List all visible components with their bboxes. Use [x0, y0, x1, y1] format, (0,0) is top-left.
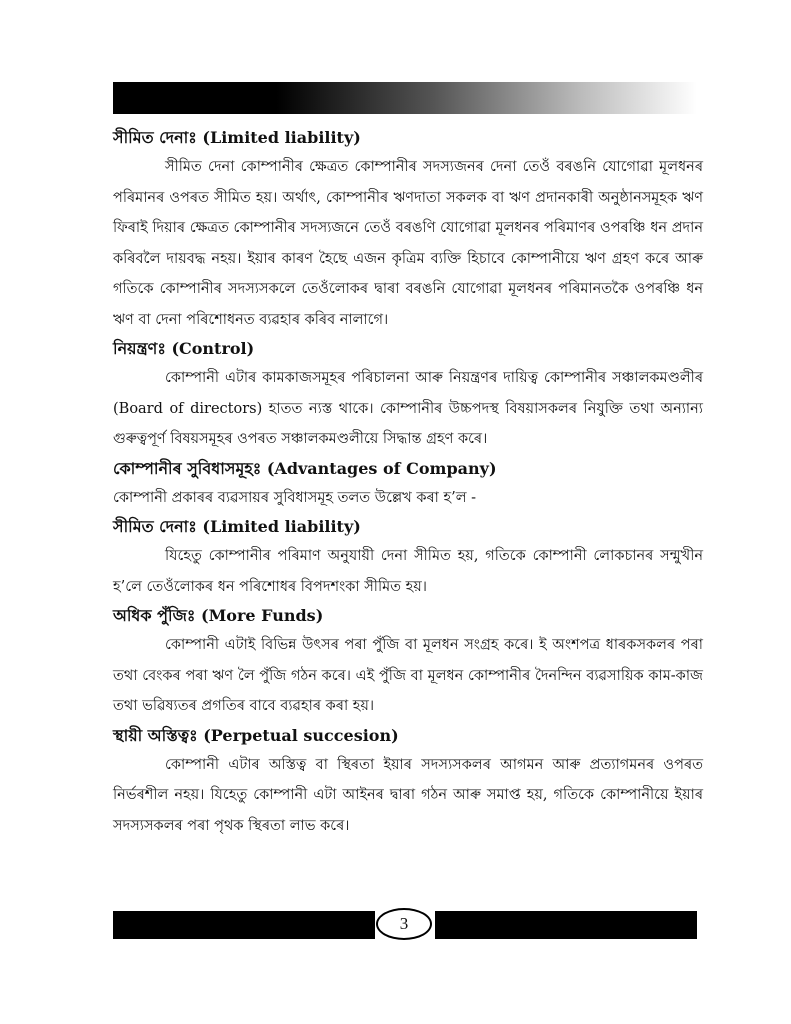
section-limited-liability-2 — [113, 515, 703, 602]
page-number: 3 — [376, 908, 432, 940]
section-advantages — [113, 457, 703, 514]
section-heading: নিয়ন্ত্ৰণঃ (Control) — [113, 339, 255, 358]
section-limited-liability-1 — [113, 126, 703, 335]
footer-bar-right — [435, 911, 697, 939]
section-heading: সীমিত দেনাঃ (Limited liability) — [113, 128, 361, 147]
section-heading: স্থায়ী অস্তিত্বঃ (Perpetual succesion) — [113, 725, 399, 745]
header-gradient-bar — [113, 82, 697, 114]
section-more-funds — [113, 604, 703, 722]
section-paragraph: সীমিত দেনা কোম্পানীৰ ক্ষেত্ৰত কোম্পানীৰ সদস্যজনৰ দেনা তেওঁ বৰঙনি যোগোৱা মূলধনৰ পৰিমানৰ ওপৰত সীমিত হয়। অৰ্থাৎ, কোম্পানীৰ ঋণদাতা সকলক বা ঋণ প্ৰদানকাৰী অনুষ্ঠানসমূহক ঋণ ফিৰাই দিয়াৰ ক্ষেত্ৰত কোম্পানীৰ সদস্যজনে তেওঁ বৰঙণি যোগোৱা মূলধনৰ পৰিমাণৰ ওপৰঞ্চি ধন প্ৰদান কৰিবলৈ দায়বদ্ধ নহয়। ইয়াৰ কাৰণ হৈছে এজন কৃত্ৰিম ব্যক্তি হিচাবে কোম্পানীয়ে ঋণ গ্ৰহণ কৰে আৰু গতিকে কোম্পানীৰ সদস্যসকলে তেওঁলোকৰ দ্বাৰা বৰঙনি যোগোৱা মূলধনৰ পৰিমানতকৈ ওপৰঞ্চি ধন ঋণ বা দেনা পৰিশোধনত ব্যৱহাৰ কৰিব নালাগে। — [113, 159, 703, 328]
footer-bar-left — [113, 911, 375, 939]
section-heading: অধিক পুঁজিঃ (More Funds) — [113, 606, 324, 625]
section-perpetual-succession — [113, 724, 703, 842]
section-paragraph: কোম্পানী এটাৰ কামকাজসমূহৰ পৰিচালনা আৰু নিয়ন্ত্ৰণৰ দায়িত্ব কোম্পানীৰ সঞ্চালকমণ্ডলীৰ (Board of directors) হাতত ন্যস্ত থাকে। কোম্পানীৰ উচ্চপদস্থ বিষয়াসকলৰ নিযুক্তি তথা অন্যান্য গুৰুত্বপূৰ্ণ বিষয়সমূহৰ ওপৰত সঞ্চালকমণ্ডলীয়ে সিদ্ধান্ত গ্ৰহণ কৰে। — [113, 370, 703, 447]
section-control — [113, 337, 703, 455]
page-footer — [113, 911, 697, 939]
section-paragraph: কোম্পানী প্ৰকাৰৰ ব্যৱসায়ৰ সুবিধাসমূহ তলত উল্লেখ কৰা হ’ল - — [113, 489, 477, 506]
section-paragraph: কোম্পানী এটাৰ অস্তিত্ব বা স্থিৰতা ইয়াৰ সদস্যসকলৰ আগমন আৰু প্ৰত্যাগমনৰ ওপৰত নিৰ্ভৰশীল নহয়। যিহেতু কোম্পানী এটা আইনৰ দ্বাৰা গঠন আৰু সমাপ্ত হয়, গতিকে কোম্পানীয়ে ইয়াৰ সদস্যসকলৰ পৰা পৃথক স্থিৰতা লাভ কৰে। — [113, 756, 703, 834]
page-content — [113, 126, 703, 843]
section-paragraph: যিহেতু কোম্পানীৰ পৰিমাণ অনুযায়ী দেনা সীমিত হয়, গতিকে কোম্পানী লোকচানৰ সন্মুখীন হ’লে তেওঁলোকৰ ধন পৰিশোধৰ বিপদশংকা সীমিত হয়। — [113, 548, 703, 595]
section-paragraph: কোম্পানী এটাই বিভিন্ন উৎসৰ পৰা পুঁজি বা মূলধন সংগ্ৰহ কৰে। ই অংশপত্ৰ ধাৰকসকলৰ পৰা তথা বেংকৰ পৰা ঋণ লৈ পুঁজি গঠন কৰে। এই পুঁজি বা মূলধন কোম্পানীৰ দৈনন্দিন ব্যৱসায়িক কাম-কাজ তথা ভৱিষ্যতৰ প্ৰগতিৰ বাবে ব্যৱহাৰ কৰা হয়। — [113, 637, 703, 714]
section-heading: কোম্পানীৰ সুবিধাসমূহঃ (Advantages of Company) — [113, 458, 497, 478]
section-heading: সীমিত দেনাঃ (Limited liability) — [113, 517, 361, 536]
